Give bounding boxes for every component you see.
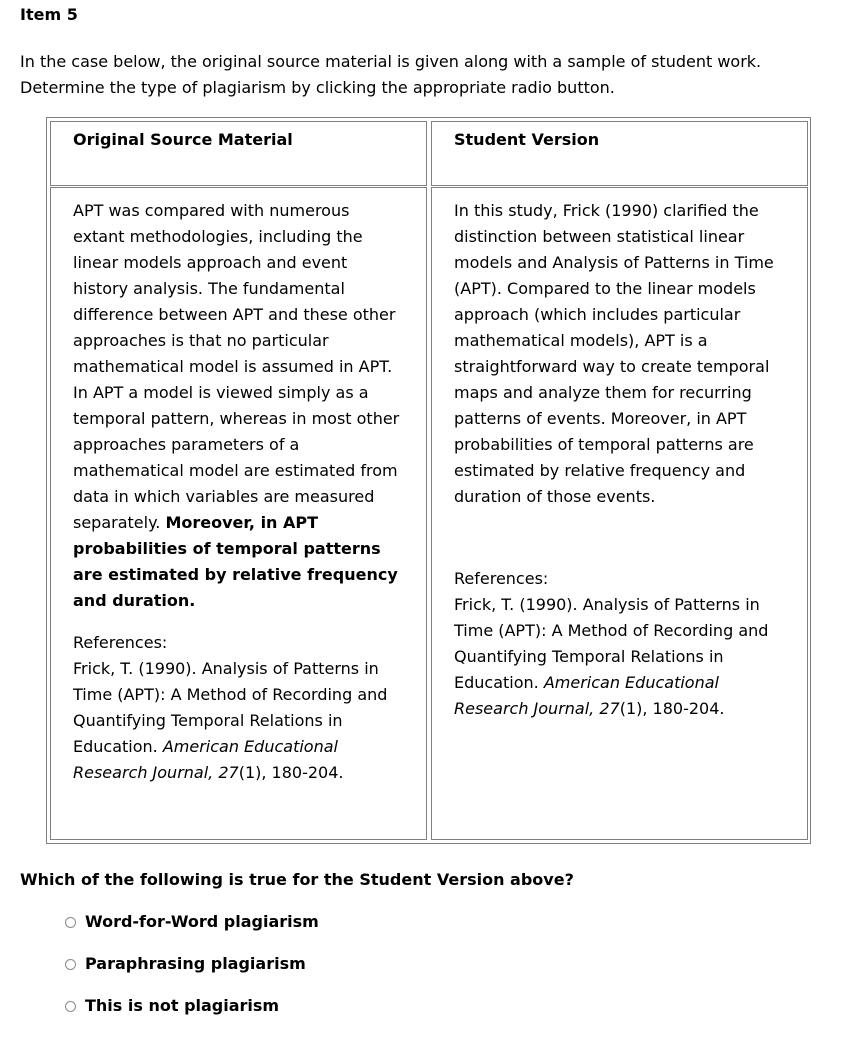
answer-options <box>65 910 319 1036</box>
student-version-cell <box>431 187 808 840</box>
original-bold-text: Moreover, in APT probabilities of temporal patterns are estimated by relative frequency and duration. <box>73 513 398 610</box>
journal-name: American Educational Research Journal, 27 <box>73 737 338 782</box>
original-header-cell <box>50 121 427 186</box>
option-label[interactable]: Word-for-Word plagiarism <box>85 912 319 931</box>
student-header: Student Version <box>454 130 600 149</box>
item-title: Item 5 <box>20 5 78 24</box>
original-plain-text: APT was compared with numerous extant methodologies, including the linear models approach and event history analysis. The fundamental difference between APT and these other approaches is that no particular mathematical model is assumed in APT. In APT a model is viewed simply as a temporal pattern, whereas in most other approaches parameters of a mathematical model are estimated from data in which variables are measured separately. <box>73 201 400 532</box>
original-references <box>73 630 404 786</box>
option-not-plagiarism[interactable] <box>65 994 319 1018</box>
comparison-table <box>46 117 811 844</box>
instructions-line-1: In the case below, the original source material is given along with a sample of student work. <box>20 52 762 71</box>
radio-button[interactable] <box>65 959 76 970</box>
instructions-line-2: Determine the type of plagiarism by clicking the appropriate radio button. <box>20 78 615 97</box>
original-header: Original Source Material <box>73 130 293 149</box>
original-source-cell <box>50 187 427 840</box>
student-version-text: In this study, Frick (1990) clarified the distinction between statistical linear models and Analysis of Patterns in Time (APT). Compared to the linear models approach (which includes particular mathematical models), APT is a straightforward way to create temporal maps and analyze them for recurring patterns of events. Moreover, in APT probabilities of temporal patterns are estimated by relative frequency and duration of those events. <box>454 201 774 506</box>
issue-pages: (1), 180-204. <box>619 699 725 718</box>
reference-citation <box>454 592 785 722</box>
radio-button[interactable] <box>65 1001 76 1012</box>
original-source-text <box>73 198 404 614</box>
student-header-cell <box>431 121 808 186</box>
question-text: Which of the following is true for the Student Version above? <box>20 870 574 889</box>
citation-text: Frick, T. (1990). Analysis of Patterns in Time (APT): A Method of Recording and Quantifying Temporal Relations in Education. <box>454 595 769 692</box>
option-word-for-word[interactable] <box>65 910 319 934</box>
instructions <box>20 49 820 101</box>
radio-button[interactable] <box>65 917 76 928</box>
option-label[interactable]: Paraphrasing plagiarism <box>85 954 306 973</box>
option-label[interactable]: This is not plagiarism <box>85 996 280 1015</box>
references-label: References: <box>454 569 549 588</box>
student-references <box>454 566 785 722</box>
issue-pages: (1), 180-204. <box>238 763 344 782</box>
journal-name: American Educational Research Journal, 27 <box>454 673 719 718</box>
citation-text: Frick, T. (1990). Analysis of Patterns in Time (APT): A Method of Recording and Quantifying Temporal Relations in Education. <box>73 659 388 756</box>
reference-citation <box>73 656 404 786</box>
references-label: References: <box>73 633 168 652</box>
option-paraphrasing[interactable] <box>65 952 319 976</box>
